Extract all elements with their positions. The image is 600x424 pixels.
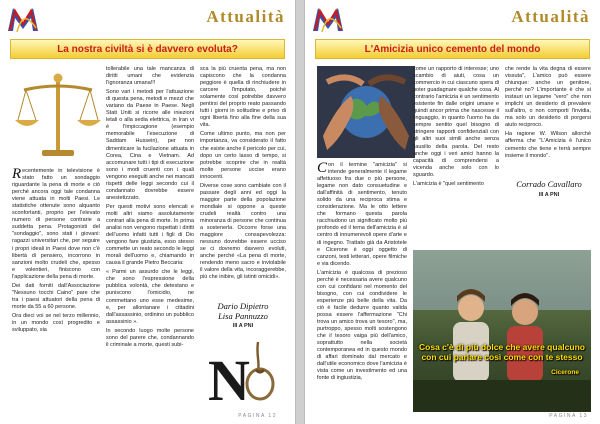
article-title: L'Amicizia unico cemento del mondo xyxy=(364,43,541,55)
article-title-bar xyxy=(10,39,285,59)
author-class: III A PNI xyxy=(232,323,254,329)
author-name: Dario Dipietro xyxy=(217,301,269,311)
photo-caption: Cosa c'è di più dolce che avere qualcuno con cui parlare così come con te stesso xyxy=(419,342,585,362)
paragraph: on il termine "amicizia" si intende generalmente il legame affettuoso fra due o più persone, legame non dato consuetudine e dall'affinità di sentimento, tenuto solido da una reciproca stima e considerazione. Ma le otto lettere che formano questa parola racchiudono un significato molto più profondo ed il tema dell'amicizia è al centro di innumerevoli opere d'arte e di ingegno. Trattato già da Aristotele e Cicerone è oggi oggetto di canzoni, testi letterari, opere filmiche e via dicendo. xyxy=(317,162,407,267)
section-title: Attualità xyxy=(206,7,285,26)
svg-text:N: N xyxy=(208,348,250,410)
no-death-penalty-image xyxy=(206,338,282,410)
magazine-logo-icon xyxy=(311,4,345,34)
article-column-2 xyxy=(413,66,499,244)
article-column-3 xyxy=(200,66,286,298)
paragraph: ecentemente in televisione è stato fatto un sondaggio riguardante la pena di morte e ciò perché ancora oggi tale condanna viene attuata in molti Paesi. Le statistiche ottenute sono alquanto sconfortanti, proprio per l'elevato numero di persone contrarie a suddetta pena. Protagonisti del "sondaggio", sono stati i giovani: ragazzi universitari che, per seguire i propri ideali in Paesi dove non c'è libertà di pensiero, incorrono in sanzioni molto crudeli che, spesso e volentieri, finiscono con l'applicazione della pena di morte. xyxy=(12,168,100,280)
paragraph: come un rapporto di interesse; uno scambio di aiuti, cosa un commercio in cui ciascuno spera di poter guadagnare qualche cosa. Al contrario l'amicizia è un sentimento esistente fin dalle origini umane e quindi ancor prima che nascesse il linguaggio, in quanto l'uomo ha da sempre sentito quel bisogno di stringere rapporti confidenziali con gli altri suoi simili anche senza l'ausilio della parola. Del resto anche oggi i veri amici hanno la capacità di comprendersi a vicenda anche solo con lo sguardo. xyxy=(413,66,499,178)
signature-block xyxy=(200,302,286,329)
paragraph: Ha ragione W. Wilson allorché afferma che "L'Amicizia è l'unico cemento che tiene e terrà sempre insieme il mondo". xyxy=(505,131,591,159)
author-class: III A PNI xyxy=(538,191,560,198)
magazine-logo-icon xyxy=(6,4,40,34)
article-title: La nostra civiltà si è davvero evoluta? xyxy=(57,43,238,55)
paragraph: Ora dieci voi se nel terzo millennio, in un mondo così progredito e sviluppato, sia xyxy=(12,312,100,334)
paragraph: che rende la vita degna di essere vissuta", L'amico può essere chiunque: anche un genitore, perché no? L'importante è che si instauri un legame "vero" che non implichi un desiderio di prevalere sull'altro, o non comporti l'invidia, ma solo un desiderio di porgersi aiuto reciproco. xyxy=(505,66,591,129)
drop-cap: C xyxy=(317,162,328,176)
signature-block xyxy=(509,180,589,198)
paragraph: tollerabile una tale mancanza di diritti umani che evidenzia l'ignoranza umana!!! xyxy=(106,66,194,87)
paragraph: « Parmi un assurdo che le leggi, che sono l'espressione della pubblica volontà, che detestano e puniscono l'omicidio, ne commettano uno esse medesime, e, per allontanare i cittadini dall'assassinio, ordinino un pubblico assassinio ». xyxy=(106,269,194,325)
paragraph: L'amicizia è "quel sentimento xyxy=(413,180,484,187)
paragraph: In secondo luogo molte persone sono del parere che, condannando il criminale a morte, questi subi- xyxy=(106,327,194,348)
drop-cap: R xyxy=(12,168,22,182)
page-header xyxy=(0,0,295,38)
paragraph: sca la più cruenta pena, ma non capiscono che la condanna peggiore è quella di rinchiudere in carcere l'imputato, poiché solamente così potrebbe davvero pentirsi del proprio reato passando tutti i giorni in solitudine e privo di ogni libertà fino alla fine della sua vita. xyxy=(200,66,286,129)
paragraph: L'amicizia è qualcosa di prezioso perché è necessaria avere qualcuno con cui confidarsi nel momento del bisogno, con cui condividere le esperienze più belle della vita. Da ciò è facile dedurre quanto valida possa essere l'affermazione "Chi trova un amico trova un tesoro", ma, purtroppo, spesso molti sostengono che il tesoro vaiga più dell'amico, soprattutto nella società contemporanea ed in questo mondo di affari dominato dal mercato e dall'utile economico dove l'amicizia è vista come un investimento ed una fonte di ingiustizia, xyxy=(317,269,407,382)
page-header xyxy=(305,0,600,38)
article-column-2 xyxy=(106,66,194,411)
page-number: PAGINA 13 xyxy=(549,413,588,419)
article-title-bar xyxy=(315,39,590,59)
paragraph: Come ultimo punto, ma non per importanza, va considerato il fatto che esiste anche il pericolo per cui, dopo un certo lasso di tempo, si potrebbe scoprire che in realtà molte persone uccise erano innocenti. xyxy=(200,131,286,180)
hands-globe-image xyxy=(317,66,415,158)
page-number: PAGINA 12 xyxy=(238,413,277,419)
article-column-3 xyxy=(505,66,591,174)
author-name: Lisa Pannuzzo xyxy=(218,310,268,321)
caption-author: Cicerone xyxy=(551,369,579,376)
article-column-1 xyxy=(317,162,407,412)
paragraph: Dei dati forniti dall'Associazione "Nessuno tocchi Caino" pare che tra i paesi attuatori della pena di morte da 55 a 60 persone. xyxy=(12,282,100,310)
right-page xyxy=(304,0,600,424)
paragraph: Diverse cose sono cambiate con il passare degli anni ed oggi la maggior parte della popolazione mondiale si oppone a queste crudeli realtà contro una minoranza di persone che continua a sostenerla. Occorre forse una maggiore consapevolezza: nessuno dovrebbe essere ucciso se ci dovremo davvero evoluti, anche perché «La pena di morte, rendendo meno sacro e inviolabile il valore della vita, incoraggerebbe, più che inibire, gli istinti omicidi». xyxy=(200,182,286,281)
friends-photo xyxy=(413,250,591,412)
article-column-1 xyxy=(12,168,100,411)
section-title: Attualità xyxy=(511,7,590,26)
paragraph: Sono vari i metodi per l'attuazione di questa pena, metodi e mezzi che variano da Paese in Paese. Negli Stati Uniti si ricorre alle iniezioni letali o alla sedia elettrica, in Iran vi è l'impiccagione (esempio memorabile l'esecuzione di Saddam Hussein), per non dimenticare la fucilazione attuata in Corea, Cina e Vietnam. Ad accomunare tutti i tipi di esecuzione sono i modi cruenti con i quali vengono eseguiti anche nei mancati rispetti delle leggi secondo cui il condannato dovrebbe essere anestetizzato. xyxy=(106,89,194,201)
left-page xyxy=(0,0,296,424)
author-name: Corrado Cavallaro xyxy=(516,179,582,189)
paragraph: Per questi motivi sono elencati e molti altri siamo assolutamente contrari alla pena di morte. In prima analisi non vengono rispettati i diritti dell'uomo infatti tutti i figli di Dio vengono fare giustizia, esso stesso commette un reato secondo le leggi morali dell'uomo e, chiamando in causa il grande Pietro Beccaria: xyxy=(106,203,194,267)
scales-of-justice-image xyxy=(12,68,104,162)
